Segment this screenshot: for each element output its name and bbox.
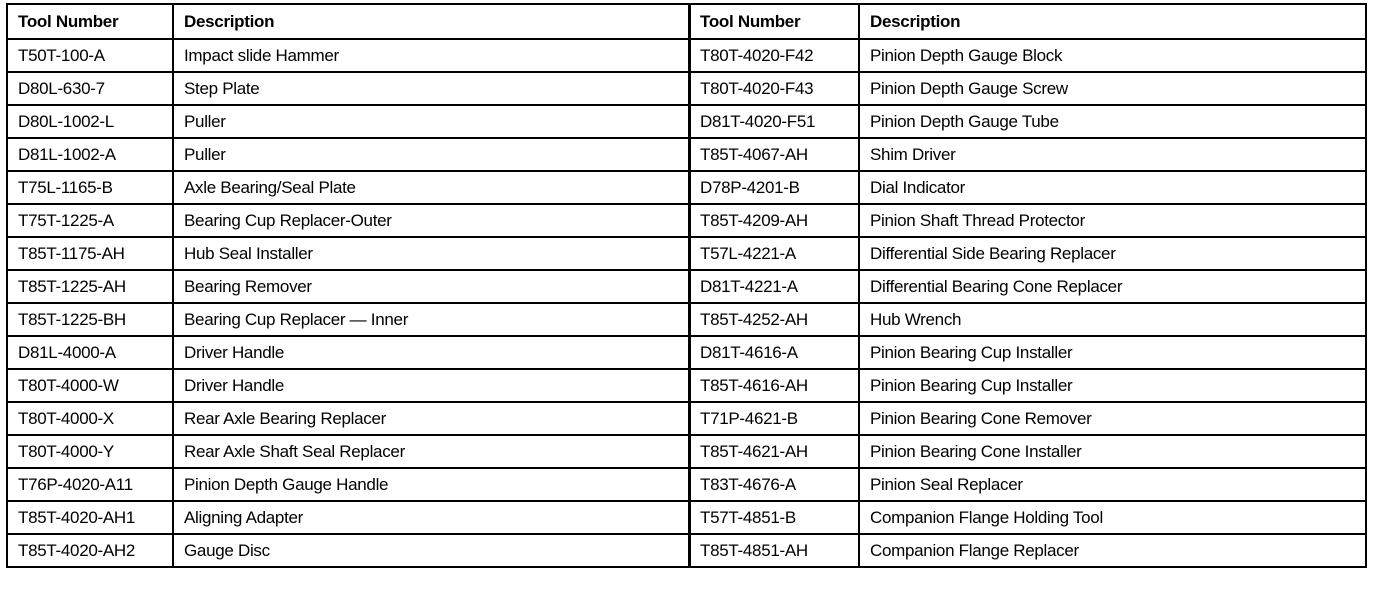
- table-row: [689, 303, 1366, 336]
- table-row: [689, 138, 1366, 171]
- description-cell: Driver Handle: [173, 369, 689, 402]
- tool-number-cell: T85T-1225-BH: [7, 303, 173, 336]
- tool-number-cell: T57L-4221-A: [689, 237, 859, 270]
- table-row: [7, 303, 689, 336]
- table-body-right: [689, 39, 1366, 567]
- description-cell: Step Plate: [173, 72, 689, 105]
- tool-number-cell: D81L-1002-A: [7, 138, 173, 171]
- table-row: [689, 336, 1366, 369]
- tool-number-cell: D80L-1002-L: [7, 105, 173, 138]
- header-tool-number: Tool Number: [689, 4, 859, 39]
- description-cell: Pinion Bearing Cup Installer: [859, 336, 1366, 369]
- table-row: [7, 501, 689, 534]
- table-row: [7, 369, 689, 402]
- tool-number-cell: T85T-4067-AH: [689, 138, 859, 171]
- description-cell: Puller: [173, 105, 689, 138]
- tool-number-cell: T85T-4851-AH: [689, 534, 859, 567]
- tool-number-cell: T75L-1165-B: [7, 171, 173, 204]
- header-tool-number: Tool Number: [7, 4, 173, 39]
- table-row: [7, 237, 689, 270]
- tool-number-cell: T85T-4252-AH: [689, 303, 859, 336]
- tool-number-cell: D81L-4000-A: [7, 336, 173, 369]
- description-cell: Differential Side Bearing Replacer: [859, 237, 1366, 270]
- table-row: [7, 534, 689, 567]
- description-cell: Gauge Disc: [173, 534, 689, 567]
- description-cell: Dial Indicator: [859, 171, 1366, 204]
- tool-table-left: [6, 3, 691, 568]
- description-cell: Hub Wrench: [859, 303, 1366, 336]
- description-cell: Pinion Seal Replacer: [859, 468, 1366, 501]
- description-cell: Pinion Depth Gauge Tube: [859, 105, 1366, 138]
- table-row: [689, 468, 1366, 501]
- description-cell: Pinion Depth Gauge Block: [859, 39, 1366, 72]
- table-row: [689, 105, 1366, 138]
- description-cell: Rear Axle Bearing Replacer: [173, 402, 689, 435]
- table-row: [689, 369, 1366, 402]
- table-row: [7, 270, 689, 303]
- description-cell: Aligning Adapter: [173, 501, 689, 534]
- description-cell: Companion Flange Replacer: [859, 534, 1366, 567]
- tool-number-cell: T80T-4020-F42: [689, 39, 859, 72]
- tool-number-cell: T85T-4209-AH: [689, 204, 859, 237]
- tool-number-cell: T85T-4020-AH1: [7, 501, 173, 534]
- description-cell: Pinion Bearing Cone Remover: [859, 402, 1366, 435]
- tool-number-cell: T57T-4851-B: [689, 501, 859, 534]
- description-cell: Bearing Cup Replacer-Outer: [173, 204, 689, 237]
- table-row: [7, 171, 689, 204]
- table-row: [689, 402, 1366, 435]
- tool-number-cell: T85T-4621-AH: [689, 435, 859, 468]
- tool-number-cell: T75T-1225-A: [7, 204, 173, 237]
- tool-number-cell: D81T-4221-A: [689, 270, 859, 303]
- table-row: [689, 39, 1366, 72]
- tool-number-cell: T80T-4000-X: [7, 402, 173, 435]
- table-row: [7, 39, 689, 72]
- tool-number-cell: T76P-4020-A11: [7, 468, 173, 501]
- table-header-row: [689, 4, 1366, 39]
- description-cell: Shim Driver: [859, 138, 1366, 171]
- table-row: [7, 336, 689, 369]
- table-row: [7, 468, 689, 501]
- table-body-left: [7, 39, 689, 567]
- description-cell: Companion Flange Holding Tool: [859, 501, 1366, 534]
- table-row: [689, 270, 1366, 303]
- description-cell: Pinion Bearing Cup Installer: [859, 369, 1366, 402]
- header-description: Description: [859, 4, 1366, 39]
- description-cell: Pinion Bearing Cone Installer: [859, 435, 1366, 468]
- table-row: [7, 72, 689, 105]
- table-row: [689, 72, 1366, 105]
- table-row: [7, 105, 689, 138]
- table-row: [7, 204, 689, 237]
- tool-number-cell: D78P-4201-B: [689, 171, 859, 204]
- tool-number-cell: D80L-630-7: [7, 72, 173, 105]
- tool-table-right: [688, 3, 1367, 568]
- tool-number-cell: T50T-100-A: [7, 39, 173, 72]
- description-cell: Differential Bearing Cone Replacer: [859, 270, 1366, 303]
- table-header-row: [7, 4, 689, 39]
- table-row: [7, 138, 689, 171]
- table-row: [689, 237, 1366, 270]
- description-cell: Rear Axle Shaft Seal Replacer: [173, 435, 689, 468]
- description-cell: Pinion Shaft Thread Protector: [859, 204, 1366, 237]
- description-cell: Puller: [173, 138, 689, 171]
- tool-number-cell: T80T-4020-F43: [689, 72, 859, 105]
- description-cell: Hub Seal Installer: [173, 237, 689, 270]
- description-cell: Pinion Depth Gauge Screw: [859, 72, 1366, 105]
- tool-number-cell: T80T-4000-W: [7, 369, 173, 402]
- description-cell: Axle Bearing/Seal Plate: [173, 171, 689, 204]
- description-cell: Driver Handle: [173, 336, 689, 369]
- table-row: [689, 204, 1366, 237]
- table-row: [689, 435, 1366, 468]
- tool-number-cell: T71P-4621-B: [689, 402, 859, 435]
- table-row: [689, 534, 1366, 567]
- tool-number-cell: T85T-4020-AH2: [7, 534, 173, 567]
- description-cell: Bearing Cup Replacer — Inner: [173, 303, 689, 336]
- table-row: [7, 402, 689, 435]
- tool-number-cell: D81T-4616-A: [689, 336, 859, 369]
- description-cell: Pinion Depth Gauge Handle: [173, 468, 689, 501]
- tool-number-cell: T80T-4000-Y: [7, 435, 173, 468]
- tool-number-cell: D81T-4020-F51: [689, 105, 859, 138]
- description-cell: Bearing Remover: [173, 270, 689, 303]
- tool-number-cell: T85T-4616-AH: [689, 369, 859, 402]
- tool-number-cell: T83T-4676-A: [689, 468, 859, 501]
- tool-number-cell: T85T-1225-AH: [7, 270, 173, 303]
- table-row: [689, 501, 1366, 534]
- table-row: [689, 171, 1366, 204]
- description-cell: Impact slide Hammer: [173, 39, 689, 72]
- table-row: [7, 435, 689, 468]
- header-description: Description: [173, 4, 689, 39]
- tool-number-cell: T85T-1175-AH: [7, 237, 173, 270]
